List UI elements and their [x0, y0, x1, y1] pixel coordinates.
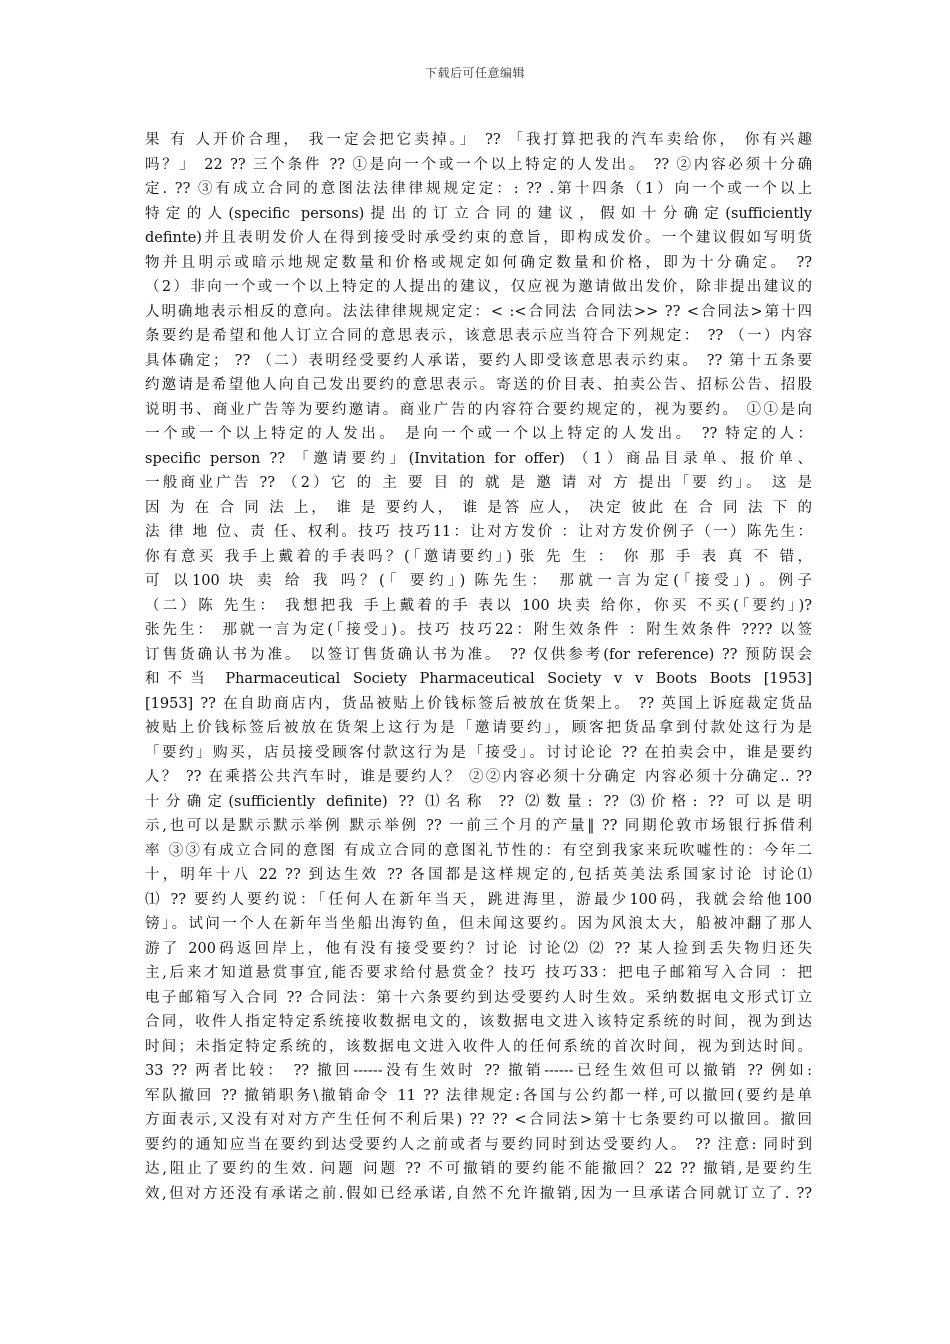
document-line: 镑」。试问一个人在新年当坐船出海钓鱼，但未闻这要约。因为风浪太大，船被冲翻了那人	[145, 916, 812, 932]
document-line: 法 律 地 位、责 任、权利。技巧 技巧11：让对方发价 ：让对方发价例子（一）陈先生：	[145, 524, 812, 540]
document-line: 十分确定(sufficiently definite) ?? ⑴名称 ?? ⑵数量: ?? ⑶价格: ?? 可以是明	[145, 793, 812, 810]
document-line: 合同，收件人指定特定系统接收数据电文的，该数据电文进入该特定系统的时间，视为到达	[145, 1014, 812, 1030]
document-line: 一般商业广告 ?? （2）它 的 主 要 目 的 就 是 邀 请 对 方 提出「要 约」。 这 是	[145, 475, 812, 491]
document-line: 具体确定； ?? （二）表明经受要约人承诺，要约人即受该意思表示约束。 ?? 第十五条要	[145, 352, 812, 369]
document-line: 因 为 在 合 同 法 上， 谁 是 要约人， 谁 是答 应人， 决定 彼此 在 合 同 法 下 的	[145, 499, 812, 516]
document-line: 张先生： 那就一言为定(「接受」)。技巧 技巧22：附生效条件 ：附生效条件 ???? 以签	[145, 622, 812, 638]
document-line: 率 ③③有成立合同的意图 有成立合同的意图礼节性的：有空到我家来玩吹嘘性的：今年二	[145, 842, 812, 859]
page-header: 下载后可任意编辑	[424, 66, 525, 80]
document-line: 说明书、商业广告等为要约邀请。商业广告的内容符合要约规定的，视为要约。 ①①是向	[145, 401, 812, 418]
document-line: 主,后来才知道悬赏事宜,能否要求给付悬赏金？技巧 技巧33：把电子邮箱写入合同 ：把	[145, 965, 812, 981]
document-line: 定. ?? ③有成立合同的意图法法律律规规定定：: ?? .第十四条（1）向一个或一个以上	[145, 181, 812, 197]
document-line: （2）非向一个或一个以上特定的人提出的建议，仅应视为邀请做出发价，除非提出建议的	[145, 279, 812, 295]
document-line: 军队撤回 ?? 撤销职务\撤销命令 11 ?? 法律规定:各国与公约都一样,可以撤回(要约是单	[145, 1087, 812, 1104]
document-line: [1953] ?? 在自助商店内，货品被贴上价钱标签后被放在货架上。 ?? 英国上诉庭裁定货品	[145, 695, 812, 712]
document-line: 订售货确认书为准。 以签订售货确认书为准。 ?? 仅供参考(for reference) ?? 预防误会	[145, 646, 812, 663]
document-line: 吗？」 22 ?? 三个条件 ?? ①是向一个或一个以上特定的人发出。 ?? ②内容必须十分确	[145, 156, 812, 173]
document-line: 十，明年十八 22 ?? 到达生效 ?? 各国都是这样规定的,包括英美法系国家讨论 讨论⑴	[145, 867, 812, 883]
document-line: 物并且明示或暗示地规定数量和价格或规定如何确定数量和价格，即为十分确定。 ??	[145, 254, 812, 271]
document-line: 达,阻止了要约的生效. 问题 问题 ?? 不可撤销的要约能不能撤回？22 ?? 撤销,是要约生	[145, 1161, 812, 1177]
document-line: 条要约是希望和他人订立合同的意思表示，该意思表示应当符合下列规定： ?? （一）内容	[145, 328, 812, 344]
document-line: 一个或一个以上特定的人发出。 是向一个或一个以上特定的人发出。 ?? 特定的人：	[145, 426, 812, 442]
document-line: （二）陈 先生： 我想把我 手上戴着的手 表以 100 块卖 给你，你买 不买(「要约」)?	[145, 597, 812, 614]
document-body	[145, 128, 812, 1206]
document-line: 游了 200码返回岸上，他有没有接受要约？讨论 讨论⑵ ⑵ ?? 某人捡到丢失物归还失	[145, 940, 812, 957]
document-line: definte)并且表明发价人在得到接受时承受约束的意旨，即构成发价。一个建议假如写明货	[145, 230, 812, 246]
document-line: 人明确地表示相反的意向。法法律律规规定定：< :<合同法 合同法>> ?? <合同法>第十四	[145, 303, 812, 320]
document-line: 你有意买 我手上戴着的手表吗？(「邀请要约」) 张 先 生 ： 你 那 手 表 真 不 错，	[145, 548, 812, 565]
document-line: 时间；未指定特定系统的，该数据电文进入收件人的任何系统的首次时间，视为到达时间。	[145, 1038, 812, 1055]
document-line: 示,也可以是默示默示举例 默示举例 ?? 一前三个月的产量‖ ?? 同期伦敦市场银行拆借利	[145, 818, 812, 834]
document-line: 33 ?? 两者比较： ?? 撤回------没有生效时 ?? 撤销------已经生效但可以撤销 ?? 例如:	[145, 1063, 812, 1079]
document-line: 被贴上价钱标签后被放在货架上这行为是「邀请要约」，顾客把货品拿到付款处这行为是	[145, 720, 812, 736]
document-line: 可 以100 块 卖 给 我 吗？(「 要约」) 陈先生： 那就一言为定(「接受」) 。例子	[145, 573, 812, 589]
document-line: 电子邮箱写入合同 ?? 合同法：第十六条要约到达受要约人时生效。采纳数据电文形式订立	[145, 989, 812, 1006]
document-line: ⑴ ?? 要约人要约说：「任何人在新年当天，跳进海里，游最少100码，我就会给他100	[145, 891, 812, 908]
document-line: 「要约」购买，店员接受顾客付款这行为是「接受」。讨讨论论 ?? 在拍卖会中，谁是要约	[145, 744, 812, 761]
document-line: 人？ ?? 在乘搭公共汽车时，谁是要约人？ ②②内容必须十分确定 内容必须十分确定.. ??	[145, 769, 812, 785]
document-line: 方面表示,又没有对对方产生任何不利后果) ?? ?? <合同法>第十七条要约可以撤回。撤回	[145, 1112, 812, 1128]
document-line: 要约的通知应当在要约到达受要约人之前或者与要约同时到达受要约人。 ?? 注意: 同时到	[145, 1136, 812, 1153]
document-line: 和不当 Pharmaceutical Society Pharmaceutical Society v v Boots Boots [1953]	[145, 671, 812, 687]
document-line: 效,但对方还没有承诺之前.假如已经承诺,自然不允许撤销,因为一旦承诺合同就订立了. ??	[145, 1185, 812, 1202]
document-line: specific person ?? 「邀请要约」(Invitation for offer) （1）商品目录单、报价单、	[145, 450, 812, 467]
document-line: 特定的人(specific persons)提出的订立合同的建议，假如十分确定(sufficiently	[145, 205, 812, 222]
document-line: 约邀请是希望他人向自己发出要约的意思表示。寄送的价目表、拍卖公告、招标公告、招股	[145, 377, 812, 393]
document-line: 果 有 人开价合理， 我一定会把它卖掉。」 ?? 「我打算把我的汽车卖给你， 你有兴趣	[145, 132, 812, 148]
